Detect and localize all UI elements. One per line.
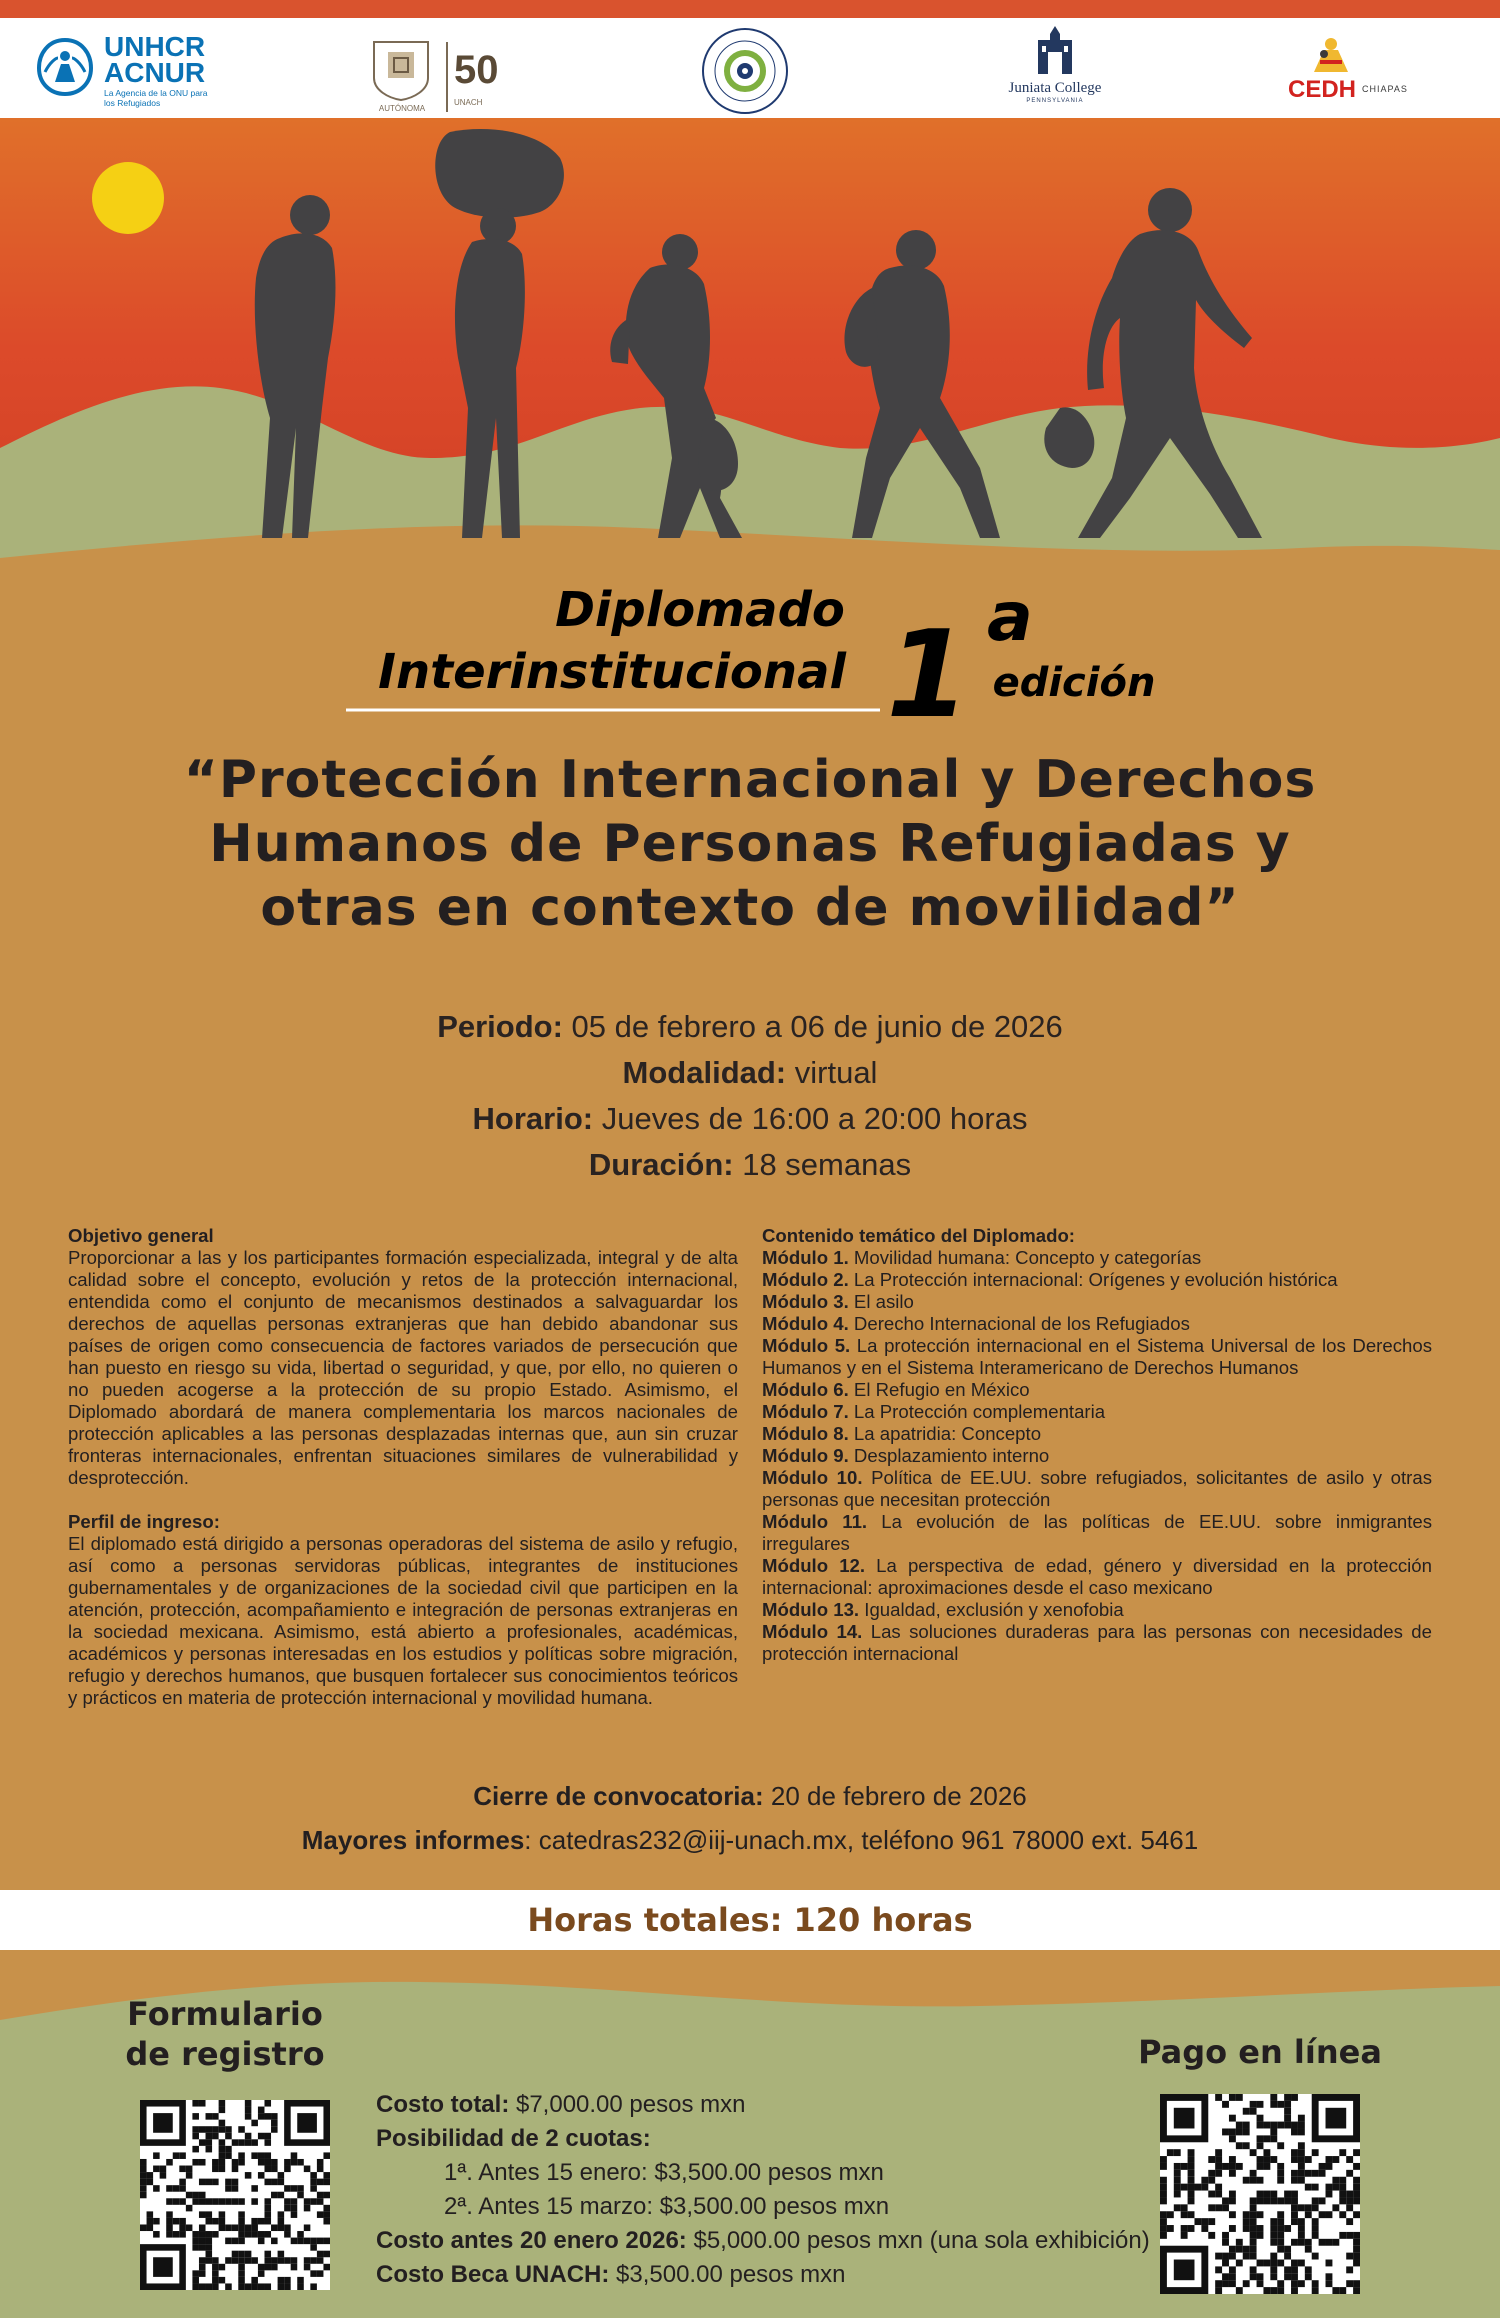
form-title-line-2: de registro	[125, 2035, 325, 2073]
cedh-emblem-icon	[1306, 32, 1356, 76]
informes-label: Mayores informes	[301, 1825, 525, 1855]
module-label: Módulo 2.	[762, 1269, 849, 1290]
juniata-name: Juniata College	[1008, 80, 1102, 96]
objetivo-heading: Objetivo general	[68, 1225, 214, 1246]
periodo-row	[200, 1004, 1300, 1050]
module-title: La apatridia: Concepto	[848, 1423, 1042, 1444]
module-label: Módulo 5.	[762, 1335, 851, 1356]
unach-logo	[358, 38, 498, 122]
cuota-2: 2ª. Antes 15 marzo: $3,500.00 pesos mxn	[444, 2193, 890, 2220]
module-title: La Protección complementaria	[848, 1401, 1106, 1422]
module-title: La protección internacional en el Sistema Universal de los Derechos Humanos y en el Sistema Interamericano de Derechos Humanos	[762, 1335, 1432, 1378]
duracion-value: 18 semanas	[733, 1147, 912, 1182]
unach-divider	[446, 42, 448, 112]
module-label: Módulo 6.	[762, 1379, 849, 1400]
module-label: Módulo 8.	[762, 1423, 849, 1444]
payment-qr-icon	[1160, 2094, 1360, 2294]
module-item	[762, 1247, 1432, 1269]
main-title-line-1: “Protección Internacional y Derechos	[183, 750, 1317, 810]
cedh-logo	[1288, 32, 1458, 112]
interinstitucional-word: Interinstitucional	[378, 644, 846, 700]
main-title	[60, 748, 1440, 940]
form-title-line-1: Formulario	[127, 1995, 323, 2033]
antes-value: $5,000.00 pesos mxn (una sola exhibición)	[686, 2227, 1150, 2254]
module-item	[762, 1291, 1432, 1313]
module-label: Módulo 9.	[762, 1445, 849, 1466]
total-hours: Horas totales: 120 horas	[527, 1901, 973, 1939]
horario-row	[200, 1096, 1300, 1142]
module-title: El asilo	[848, 1291, 914, 1312]
module-item	[762, 1511, 1432, 1555]
unhcr-logo	[34, 32, 224, 106]
unhcr-subtitle: La Agencia de la ONU para los Refugiados	[104, 88, 208, 108]
objetivo-text: Proporcionar a las y los participantes formación especializada, integral y de alta calidad sobre el concepto, evolución y retos de la protección internacional, entendida como el conjunto de mecanismos destinados a salvaguardar los derechos de aquellas personas extranjeras que han debido abandonar sus países de origen como consecuencia de factores variados de persecución que han puesto en riesgo su vida, libertad o seguridad, y que, por ello, no quieren o no pueden acogerse a la protección de su propio Estado. Asimismo, el Diplomado abordará de manera complementaria los marcos nacionales de protección aplicables a las personas desplazadas internas que, aun sin cruzar fronteras internacionales, enfrentan situaciones similares de vulnerabilidad y desprotección.	[68, 1247, 738, 1488]
module-item	[762, 1423, 1432, 1445]
module-title: Desplazamiento interno	[848, 1445, 1050, 1466]
module-title: La Protección internacional: Orígenes y evolución histórica	[848, 1269, 1338, 1290]
logo-bar	[0, 18, 1500, 118]
iij-ring-icon	[700, 26, 790, 116]
module-item	[762, 1445, 1432, 1467]
antes-label: Costo antes 20 enero 2026:	[376, 2227, 687, 2254]
module-label: Módulo 12.	[762, 1555, 866, 1576]
module-title: La evolución de las políticas de EE.UU. sobre inmigrantes irregulares	[762, 1511, 1432, 1554]
antes-row	[376, 2224, 1156, 2258]
beca-row	[376, 2258, 1156, 2292]
cierre-label: Cierre de convocatoria:	[473, 1781, 764, 1811]
module-item	[762, 1335, 1432, 1379]
contenido-heading: Contenido temático del Diplomado:	[762, 1225, 1075, 1246]
module-title: Las soluciones duraderas para las personas con necesidades de protección internacional	[762, 1621, 1432, 1664]
top-stripe	[0, 0, 1500, 18]
module-item	[762, 1599, 1432, 1621]
module-label: Módulo 13.	[762, 1599, 860, 1620]
edition-word: edición	[992, 660, 1156, 706]
horario-value: Jueves de 16:00 a 20:00 horas	[593, 1101, 1028, 1136]
duracion-label: Duración:	[588, 1147, 734, 1182]
left-column	[68, 1225, 738, 1709]
module-label: Módulo 3.	[762, 1291, 849, 1312]
module-item	[762, 1401, 1432, 1423]
juniata-building-icon	[1030, 24, 1080, 78]
cost-info	[376, 2088, 1156, 2292]
payment-qr-code[interactable]	[1160, 2094, 1360, 2294]
cuotas-label: Posibilidad de 2 cuotas:	[376, 2125, 651, 2152]
beca-label: Costo Beca UNACH:	[376, 2261, 610, 2288]
registration-qr-icon	[140, 2100, 330, 2290]
module-list	[762, 1247, 1432, 1665]
module-title: El Refugio en México	[848, 1379, 1030, 1400]
cuota-1: 1ª. Antes 15 enero: $3,500.00 pesos mxn	[444, 2159, 884, 2186]
periodo-label: Periodo:	[437, 1009, 563, 1044]
module-item	[762, 1313, 1432, 1335]
costo-total-label: Costo total:	[376, 2091, 510, 2118]
cedh-name: CEDH	[1288, 76, 1357, 103]
unach-seal-icon	[366, 38, 436, 102]
module-item	[762, 1269, 1432, 1291]
costo-total-row	[376, 2088, 1156, 2122]
duracion-row	[200, 1142, 1300, 1188]
module-title: Política de EE.UU. sobre refugiados, solicitantes de asilo y otras personas que necesitan protección	[762, 1467, 1432, 1510]
modalidad-value: virtual	[786, 1055, 878, 1090]
module-item	[762, 1467, 1432, 1511]
juniata-logo	[1000, 24, 1110, 114]
perfil-heading: Perfil de ingreso:	[68, 1511, 220, 1532]
module-item	[762, 1379, 1432, 1401]
module-label: Módulo 7.	[762, 1401, 849, 1422]
module-title: La perspectiva de edad, género y diversidad en la protección internacional: aproximaciones desde el caso mexicano	[762, 1555, 1432, 1598]
unach-seal-text: AUTÓNOMA	[378, 104, 426, 113]
hours-band	[0, 1890, 1500, 1950]
edition-ordinal: a	[987, 578, 1033, 657]
right-column	[762, 1225, 1432, 1665]
key-info	[200, 1004, 1300, 1188]
costo-total-value: $7,000.00 pesos mxn	[509, 2091, 746, 2118]
unhcr-emblem-icon	[34, 36, 96, 98]
iij-logo	[700, 26, 790, 116]
cierre-row	[150, 1774, 1350, 1818]
main-title-line-3: otras en contexto de movilidad”	[260, 878, 1240, 938]
unhcr-name: UNHCR	[104, 31, 206, 62]
modalidad-label: Modalidad:	[622, 1055, 787, 1090]
perfil-text: El diplomado está dirigido a personas operadoras del sistema de asilo y refugio, así como a personas servidoras públicas, integrantes de instituciones gubernamentales y de organizaciones de la sociedad civil que participen en la atención, protección, acompañamiento e integración de personas extranjeras en la sociedad mexicana. Asimismo, está abierto a profesionales, académicas, académicos y personas interesadas en los estudios y políticas sobre migración, refugio y derechos humanos, que busquen fortalecer sus conocimientos teóricos y prácticos en materia de protección internacional y movilidad humana.	[68, 1533, 738, 1708]
main-title-line-2: Humanos de Personas Refugiadas y	[209, 814, 1291, 874]
informes-row	[150, 1818, 1350, 1862]
registration-qr-code[interactable]	[140, 2100, 330, 2290]
module-title: Derecho Internacional de los Refugiados	[848, 1313, 1190, 1334]
periodo-value: 05 de febrero a 06 de junio de 2026	[562, 1009, 1063, 1044]
module-label: Módulo 14.	[762, 1621, 863, 1642]
module-label: Módulo 10.	[762, 1467, 863, 1488]
pay-title: Pago en línea	[1138, 2033, 1382, 2071]
unach-fifty-sub: UNACH	[454, 98, 483, 107]
module-title: Movilidad humana: Concepto y categorías	[848, 1247, 1202, 1268]
cuotas-row	[376, 2122, 1156, 2156]
beca-value: $3,500.00 pesos mxn	[609, 2261, 846, 2288]
sun-icon	[92, 162, 164, 234]
module-item	[762, 1621, 1432, 1665]
module-label: Módulo 1.	[762, 1247, 849, 1268]
cedh-sub: CHIAPAS	[1362, 84, 1408, 94]
diplomado-word: Diplomado	[555, 582, 845, 638]
module-item	[762, 1555, 1432, 1599]
horario-label: Horario:	[472, 1101, 594, 1136]
module-label: Módulo 11.	[762, 1511, 868, 1532]
contact-info	[150, 1774, 1350, 1862]
module-title: Igualdad, exclusión y xenofobia	[859, 1599, 1124, 1620]
edition-number: 1	[886, 606, 970, 745]
juniata-sub: PENNSYLVANIA	[1026, 98, 1084, 104]
module-label: Módulo 4.	[762, 1313, 849, 1334]
acnur-name: ACNUR	[104, 57, 206, 88]
form-title	[100, 1994, 350, 2074]
informes-value: : catedras232@iij-unach.mx, teléfono 961 78000 ext. 5461	[524, 1825, 1199, 1855]
cierre-value: 20 de febrero de 2026	[763, 1781, 1027, 1811]
unach-fifty: 50	[454, 48, 499, 92]
modalidad-row	[200, 1050, 1300, 1096]
